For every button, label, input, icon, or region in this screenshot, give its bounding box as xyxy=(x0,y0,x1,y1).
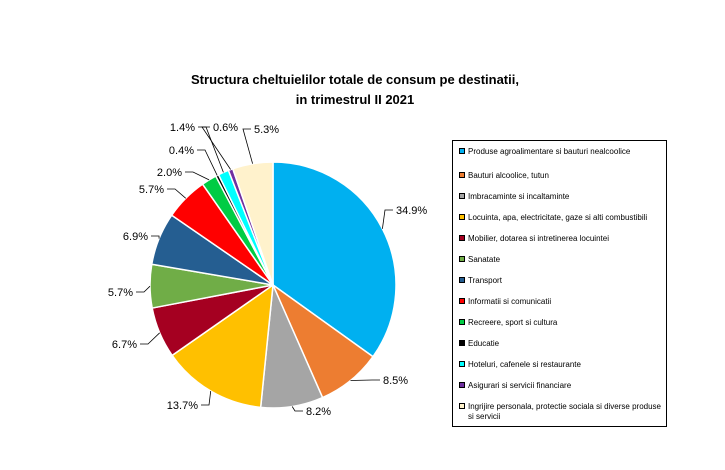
legend-item-ingrijire-personala-protectie-sociala-si-diverse-produse-si-servicii xyxy=(459,402,664,422)
legend-item-locuinta-apa-electricitate-gaze-si-alti-combustibili xyxy=(459,213,664,223)
legend-label: Mobilier, dotarea si intretinerea locuintei xyxy=(468,234,609,243)
leader-line-informatii-si-comunicatii xyxy=(167,189,186,198)
data-label-sanatate: 5.7% xyxy=(107,287,133,299)
legend-label: Informatii si comunicatii xyxy=(468,297,552,306)
legend xyxy=(452,140,667,427)
chart-title-line-1: Structura cheltuielilor totale de consum pe destinatii, xyxy=(191,72,519,87)
data-label-produse-agroalimentare-si-bauturi-nealcoolice: 34.9% xyxy=(396,205,428,217)
leader-line-imbracaminte-si-incaltaminte xyxy=(292,407,303,412)
data-label-locuinta-apa-electricitate-gaze-si-alti-combustibili: 13.7% xyxy=(166,400,198,412)
legend-item-educatie xyxy=(459,339,664,349)
data-label-transport: 6.9% xyxy=(122,231,148,243)
chart-title-line-2: in trimestrul II 2021 xyxy=(295,92,415,107)
legend-item-produse-agroalimentare-si-bauturi-nealcoolice xyxy=(459,147,664,157)
legend-swatch xyxy=(459,277,465,283)
data-label-asigurari-si-servicii-financiare: 0.6% xyxy=(213,122,239,134)
legend-swatch xyxy=(459,193,465,199)
legend-item-sanatate xyxy=(459,255,664,265)
legend-swatch xyxy=(459,148,465,154)
data-label-informatii-si-comunicatii: 5.7% xyxy=(138,184,164,196)
legend-item-hoteluri-cafenele-si-restaurante xyxy=(459,360,664,370)
leader-line-educatie xyxy=(197,150,217,175)
legend-item-bauturi-alcoolice-tutun xyxy=(459,171,664,181)
data-label-imbracaminte-si-incaltaminte: 8.2% xyxy=(306,406,332,418)
legend-label: Ingrijire personala, protectie sociala si diverse produse si servicii xyxy=(468,402,661,421)
leader-line-mobilier-dotarea-si-intretinerea-locuintei xyxy=(140,333,160,344)
legend-swatch xyxy=(459,319,465,325)
data-label-bauturi-alcoolice-tutun: 8.5% xyxy=(383,375,409,387)
data-label-hoteluri-cafenele-si-restaurante: 1.4% xyxy=(169,122,195,134)
legend-label: Asigurari si servicii financiare xyxy=(468,381,572,390)
legend-label: Transport xyxy=(468,276,502,285)
legend-swatch xyxy=(459,214,465,220)
legend-label: Produse agroalimentare si bauturi nealcoolice xyxy=(468,147,631,156)
data-label-ingrijire-personala-protectie-sociala-si-diverse-produse-si-servicii: 5.3% xyxy=(254,124,280,136)
leader-line-ingrijire-personala-protectie-sociala-si-diverse-produse-si-servicii xyxy=(243,129,253,164)
legend-item-imbracaminte-si-incaltaminte xyxy=(459,192,664,202)
legend-swatch xyxy=(459,403,465,409)
legend-swatch xyxy=(459,361,465,367)
legend-swatch xyxy=(459,172,465,178)
legend-label: Recreere, sport si cultura xyxy=(468,318,558,327)
data-label-mobilier-dotarea-si-intretinerea-locuintei: 6.7% xyxy=(111,339,137,351)
leader-line-bauturi-alcoolice-tutun xyxy=(351,380,381,381)
legend-swatch xyxy=(459,298,465,304)
legend-swatch xyxy=(459,340,465,346)
leader-line-recreere-sport-si-cultura xyxy=(185,172,209,180)
legend-label: Locuinta, apa, electricitate, gaze si alti combustibili xyxy=(468,213,648,222)
legend-label: Educatie xyxy=(468,339,500,348)
legend-item-asigurari-si-servicii-financiare xyxy=(459,381,664,391)
legend-label: Bauturi alcoolice, tutun xyxy=(468,171,549,180)
legend-item-mobilier-dotarea-si-intretinerea-locuintei xyxy=(459,234,664,244)
leader-line-locuinta-apa-electricitate-gaze-si-alti-combustibili xyxy=(201,391,211,405)
legend-swatch xyxy=(459,235,465,241)
legend-swatch xyxy=(459,256,465,262)
legend-label: Hoteluri, cafenele si restaurante xyxy=(468,360,581,369)
leader-line-sanatate xyxy=(136,286,150,292)
legend-item-recreere-sport-si-cultura xyxy=(459,318,664,328)
legend-label: Sanatate xyxy=(468,255,501,264)
data-label-recreere-sport-si-cultura: 2.0% xyxy=(156,167,182,179)
legend-item-transport xyxy=(459,276,664,286)
legend-swatch xyxy=(459,382,465,388)
legend-item-informatii-si-comunicatii xyxy=(459,297,664,307)
legend-label: Imbracaminte si incaltaminte xyxy=(468,192,570,201)
data-label-educatie: 0.4% xyxy=(168,145,194,157)
leader-line-produse-agroalimentare-si-bauturi-nealcoolice xyxy=(382,210,393,229)
leader-line-transport xyxy=(151,236,159,239)
